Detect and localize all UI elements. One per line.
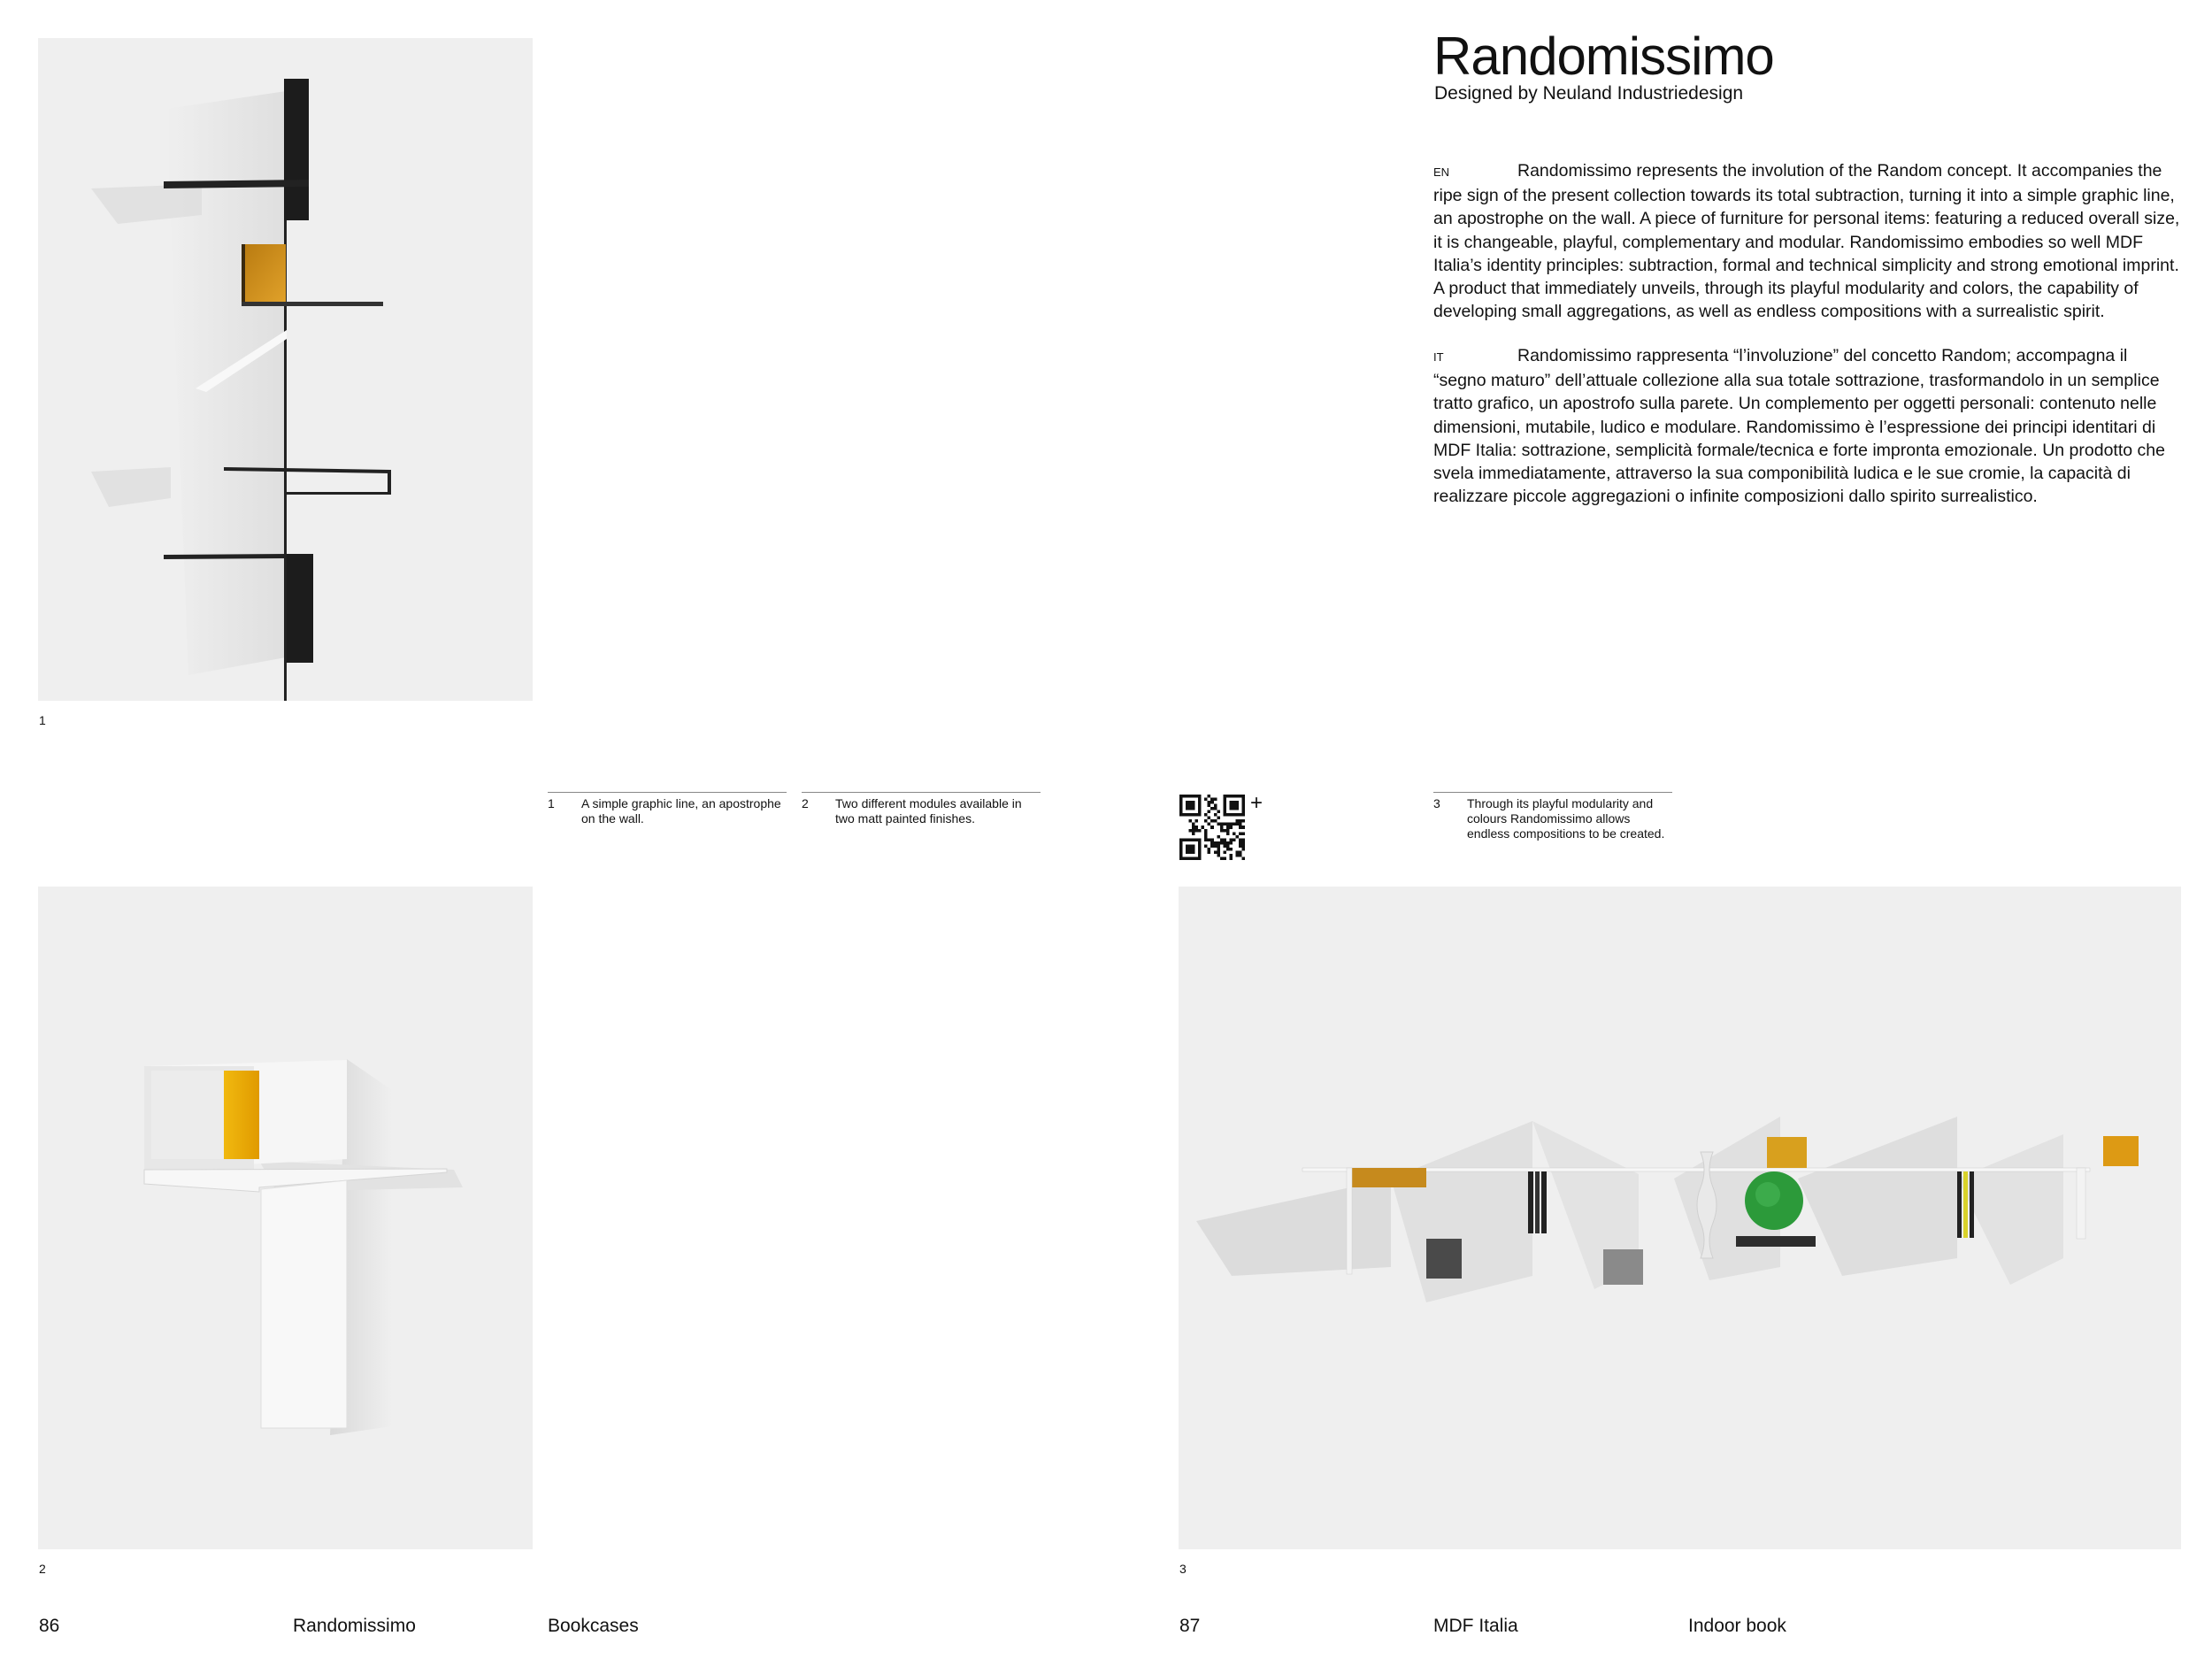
footer-right-page-number: 87 — [1179, 1616, 1201, 1636]
lang-code-en: EN — [1433, 165, 1450, 179]
footer-right-section: Indoor book — [1688, 1616, 1786, 1636]
photo-white-module — [38, 887, 533, 1549]
qr-code-graphic — [1179, 795, 1245, 860]
footer-left-title: Randomissimo — [293, 1616, 416, 1636]
lang-code-it: IT — [1433, 350, 1444, 364]
plus-icon[interactable]: + — [1250, 791, 1263, 815]
italian-text-block — [1433, 344, 2182, 508]
designer-subtitle: Designed by Neuland Industriedesign — [1434, 83, 1744, 104]
footer-left-section: Bookcases — [548, 1616, 639, 1636]
italian-text: Randomissimo rappresenta “l’involuzione” del concetto Random; accompagna il “segno maturo” dell’attuale collezione alla sua totale sottrazione, trasformandolo in un semplice tratto grafico, un apostrofo sulla parete. Un complemento per oggetti personali: contenuto nelle dimensioni, mutabile, ludico e modulare. Randomissimo è l’espressione dei principi identitari di MDF Italia: sottrazione, semplicità formale/tecnica e forte impronta emozionale. Un prodotto che svela immediatamente, attraverso la sua componibilità ludica e le sue cromie, la capacità di realizzare piccole aggregazioni o infinite composizioni dallo spirito surrealistico. — [1433, 346, 2165, 507]
caption-2 — [802, 792, 1041, 826]
black-shelf-illustration — [38, 38, 533, 701]
qr-code-icon[interactable] — [1179, 795, 1245, 860]
composition-illustration — [1179, 887, 2181, 1549]
figure-number-1: 1 — [39, 713, 46, 727]
caption-1 — [548, 792, 787, 826]
footer-left-page-number: 86 — [39, 1616, 60, 1636]
caption-3 — [1433, 792, 1672, 841]
caption-2-number: 2 — [802, 796, 809, 810]
caption-1-text: A simple graphic line, an apostrophe on the wall. — [581, 796, 781, 826]
photo-black-shelf — [38, 38, 533, 701]
caption-3-number: 3 — [1433, 796, 1440, 810]
page-title: Randomissimo — [1433, 27, 1774, 86]
white-module-illustration — [38, 887, 533, 1549]
english-text: Randomissimo represents the involution of the Random concept. It accompanies the ripe sign of the present collection towards its total subtraction, turning it into a simple graphic line, an apostrophe on the wall. A piece of furniture for personal items: featuring a reduced overall size, it is changeable, playful, complementary and modular. Randomissimo embodies so well MDF Italia’s identity principles: subtraction, formal and technical simplicity and strong emotional imprint. A product that immediately unveils, through its playful modularity and colors, the capability of developing small aggregations, as well as endless compositions with a surrealistic spirit. — [1433, 161, 2180, 322]
footer-right-brand: MDF Italia — [1433, 1616, 1518, 1636]
caption-2-text: Two different modules available in two matt painted finishes. — [835, 796, 1022, 826]
figure-number-2: 2 — [39, 1562, 46, 1576]
caption-3-text: Through its playful modularity and colours Randomissimo allows endless compositions to be created. — [1467, 796, 1665, 841]
english-text-block — [1433, 159, 2182, 323]
figure-number-3: 3 — [1179, 1562, 1187, 1576]
photo-composition — [1179, 887, 2181, 1549]
caption-1-number: 1 — [548, 796, 555, 810]
